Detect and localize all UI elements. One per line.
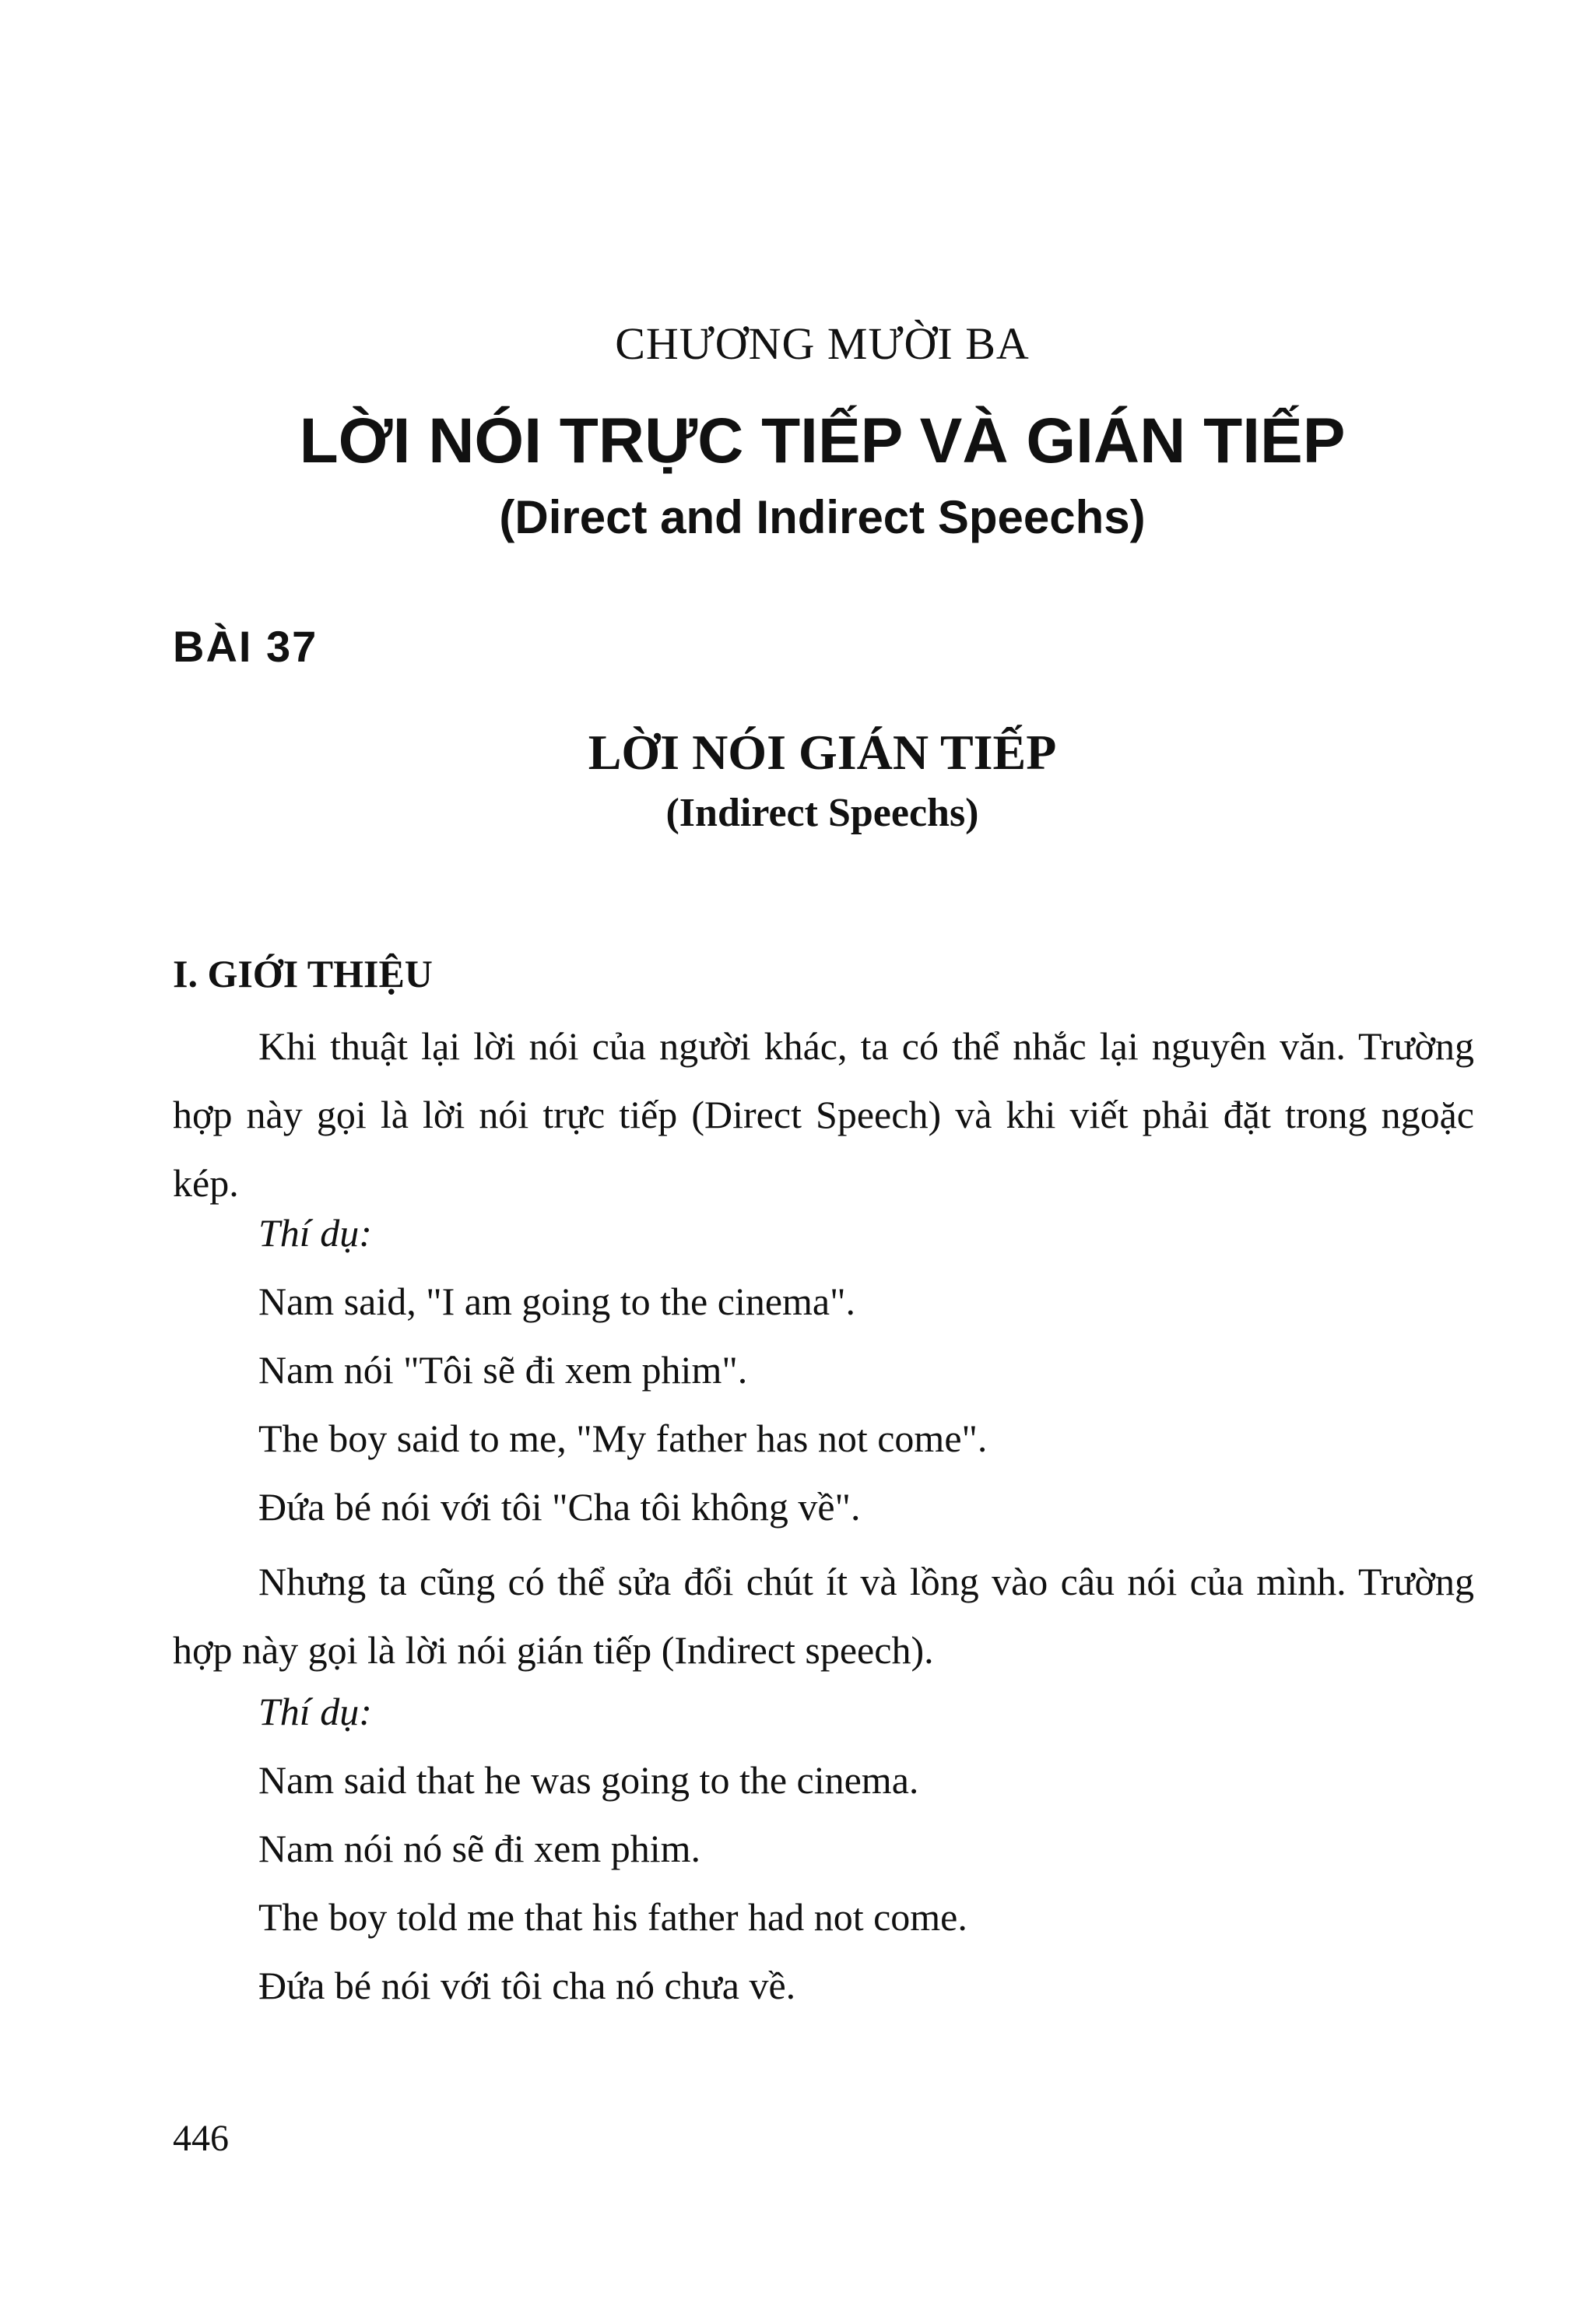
- chapter-title: LỜI NÓI TRỰC TIẾP VÀ GIÁN TIẾP: [299, 405, 1346, 476]
- page-number: 446: [173, 2118, 229, 2159]
- paragraph-intro: Khi thuật lại lời nói của người khác, ta có thể nhắc lại nguyên văn. Trường hợp này gọi là lời nói trực tiếp (Direct Speech) và khi viết phải đặt trong ngoặc kép.: [173, 1024, 1474, 1205]
- lesson-number: BÀI 37: [173, 622, 318, 671]
- example-line: Nam nói nó sẽ đi xem phim.: [258, 1827, 700, 1870]
- chapter-subtitle: (Direct and Indirect Speechs): [499, 491, 1146, 543]
- example-label: Thí dụ:: [258, 1690, 372, 1733]
- example-line: The boy said to me, "My father has not come".: [258, 1417, 988, 1460]
- paragraph-indirect: Nhưng ta cũng có thể sửa đổi chút ít và lồng vào câu nói của mình. Trường hợp này gọi là lời nói gián tiếp (Indirect speech).: [173, 1560, 1474, 1672]
- example-line: Nam nói "Tôi sẽ đi xem phim".: [258, 1348, 748, 1392]
- chapter-label: CHƯƠNG MƯỜI BA: [615, 318, 1030, 369]
- example-line: Nam said, "I am going to the cinema".: [258, 1280, 856, 1323]
- example-line: The boy told me that his father had not come.: [258, 1895, 967, 1939]
- lesson-title: LỜI NÓI GIÁN TIẾP: [588, 725, 1057, 780]
- example-label: Thí dụ:: [258, 1211, 372, 1255]
- lesson-subtitle: (Indirect Speechs): [665, 791, 979, 835]
- example-line: Đứa bé nói với tôi "Cha tôi không về".: [258, 1485, 861, 1529]
- example-line: Đứa bé nói với tôi cha nó chưa về.: [258, 1964, 796, 2007]
- section-heading: I. GIỚI THIỆU: [173, 952, 433, 995]
- example-line: Nam said that he was going to the cinema.: [258, 1758, 919, 1802]
